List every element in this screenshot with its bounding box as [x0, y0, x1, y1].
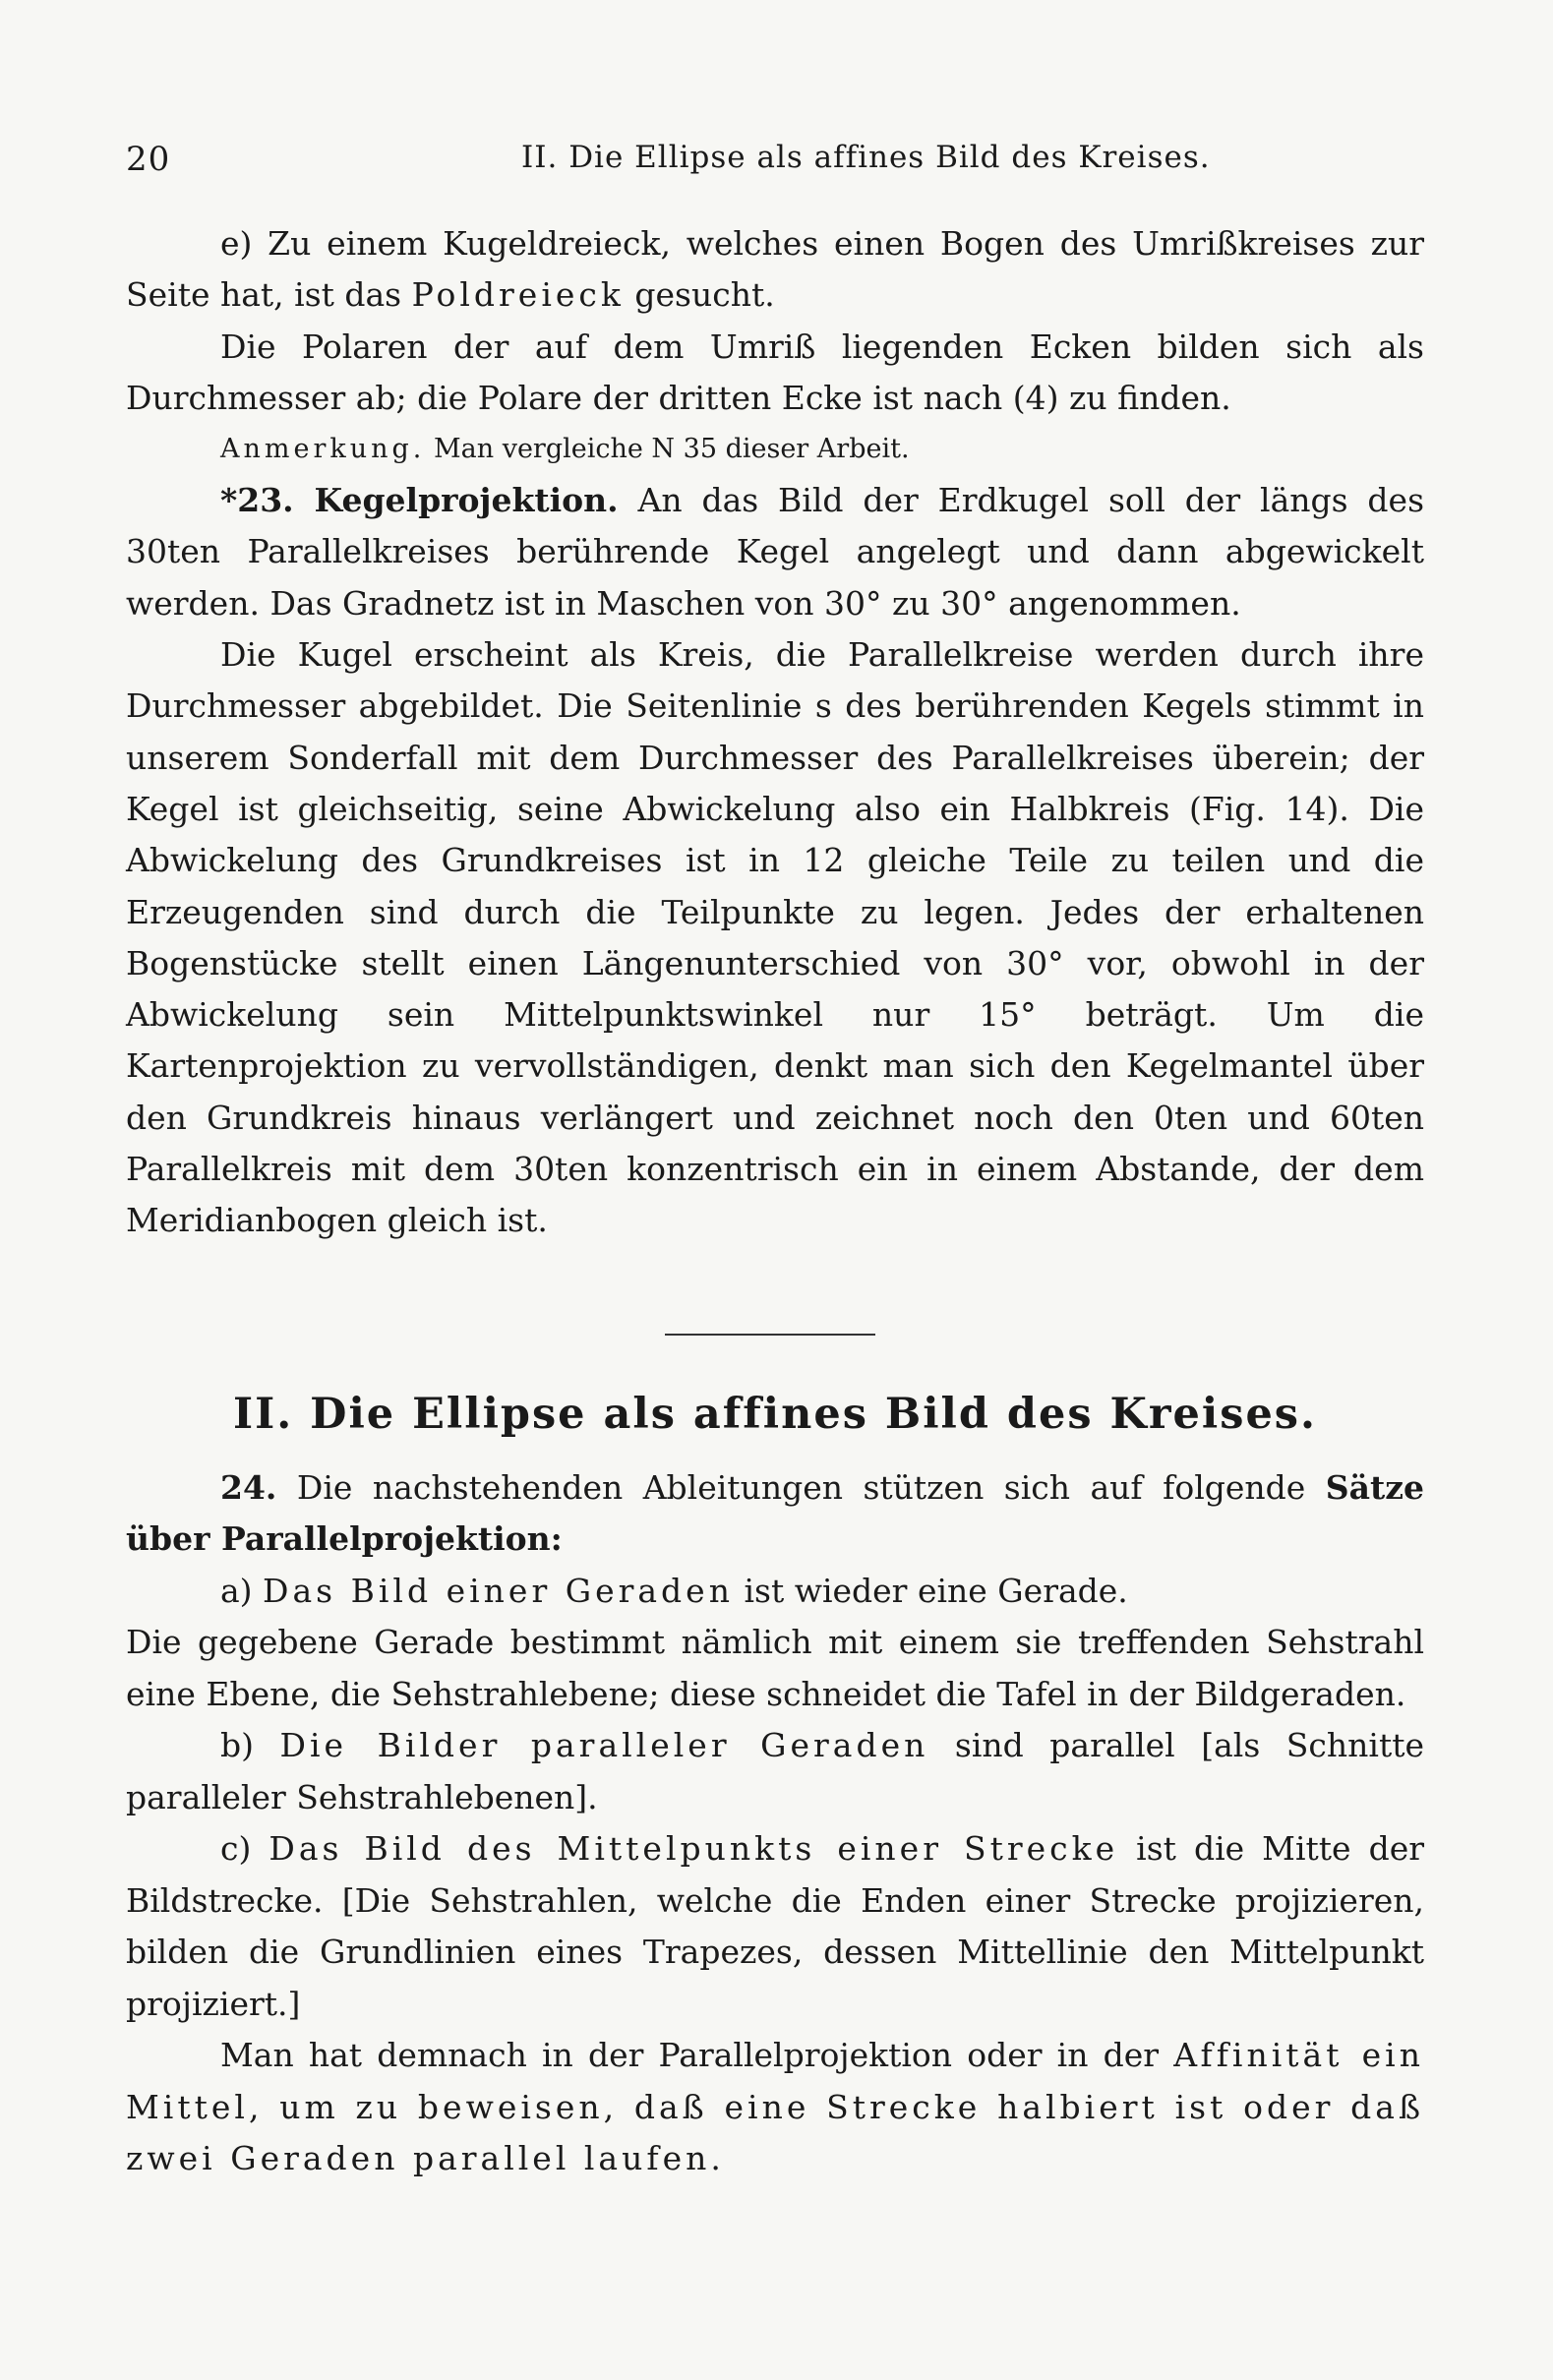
- theorem-a-explanation: Die gegebene Gerade bestimmt nämlich mit einem sie treffenden Sehstrahl eine Ebene, die Sehstrahlebene; diese schneidet die Tafel in der Bildgeraden.: [126, 1623, 1424, 1713]
- remark-text: Man vergleiche N 35 dieser Arbeit.: [425, 434, 910, 465]
- item-24-bold: Sätze über Parallelprojektion:: [126, 1467, 1424, 1558]
- theorem-a: [126, 1566, 1424, 1618]
- theorem-b-label: b): [220, 1726, 280, 1764]
- paragraph-item-23: [126, 475, 1424, 629]
- theorem-c-label: c): [220, 1829, 269, 1868]
- page-number: 20: [126, 140, 171, 179]
- paragraph-kugel: Die Kugel erscheint als Kreis, die Parallelkreise werden durch ihre Durchmesser abgebildet. Die Seitenlinie s des berührenden Kegels stimmt in unserem Sonderfall mit dem Durchmesser des Parallelkreises überein; der Kegel ist gleichseitig, seine Abwickelung also ein Halbkreis (Fig. 14). Die Abwickelung des Grundkreises ist in 12 gleiche Teile zu teilen und die Erzeugenden sind durch die Teilpunkte zu legen. Jedes der erhaltenen Bogenstücke stellt einen Längenunterschied von 30° vor, obwohl in der Abwickelung sein Mittelpunktswinkel nur 15° beträgt. Um die Kartenprojektion zu vervollständigen, denkt man sich den Kegelmantel über den Grundkreis hinaus verlängert und zeichnet noch den 0ten und 60ten Parallelkreis mit dem 30ten konzentrisch ein in einem Abstande, der dem Meridianbogen gleich ist.: [126, 635, 1424, 1240]
- section-ii: [126, 1389, 1424, 2185]
- item-e-text: e) Zu einem Kugeldreieck, welches einen Bogen des Umrißkreises zur Seite hat, ist das: [126, 224, 1424, 315]
- section-heading: II. Die Ellipse als affines Bild des Kreises.: [233, 1390, 1317, 1439]
- theorem-c: [126, 1823, 1424, 2030]
- item-23-text: An das Bild der Erdkugel soll der längs des 30ten Parallelkreises berührende Kegel angelegt und dann abgewickelt werden. Das Gradnetz ist in Maschen von 30° zu 30° angenommen.: [126, 481, 1425, 623]
- conclusion-text: Man hat demnach in der Parallelprojektion oder in der: [220, 2036, 1174, 2074]
- paragraph-item-e: [126, 218, 1424, 322]
- running-head: II. Die Ellipse als affines Bild des Kreises.: [521, 140, 1211, 175]
- remark-note: [126, 424, 1424, 475]
- paragraph-item-24: [126, 1462, 1424, 1566]
- item-24-number: 24.: [220, 1467, 277, 1507]
- item-24-text: Die nachstehenden Ableitungen stützen sich auf folgende: [276, 1467, 1326, 1507]
- term-poldreieck: Poldreieck: [411, 275, 625, 315]
- conclusion-spaced: Affinität ein Mittel, um zu beweisen, daß eine Strecke halbiert ist oder daß zwei Geraden parallel laufen.: [126, 2036, 1424, 2177]
- paragraph-conclusion: [126, 2030, 1424, 2185]
- theorem-b-statement: Die Bilder paralleler Geraden: [279, 1726, 929, 1764]
- item-e-end: gesucht.: [624, 275, 775, 315]
- theorem-c-statement: Das Bild des Mittelpunkts einer Strecke: [269, 1829, 1119, 1868]
- theorem-c-rest: ist die Mitte der Bildstrecke. [Die Sehstrahlen, welche die Enden einer Strecke projizieren, bilden die Grundlinien eines Trapezes, dessen Mittellinie den Mittelpunkt projiziert.]: [126, 1829, 1424, 2023]
- theorem-b: [126, 1720, 1424, 1823]
- section-divider: [665, 1334, 875, 1336]
- theorem-a-rest: ist wieder eine Gerade.: [733, 1571, 1128, 1610]
- theorem-a-label: a): [220, 1571, 264, 1610]
- theorem-a-statement: Das Bild einer Geraden: [263, 1571, 734, 1610]
- paragraph-polaren: Die Polaren der auf dem Umriß liegenden Ecken bilden sich als Durchmesser ab; die Polare der dritten Ecke ist nach (4) zu finden.: [126, 327, 1424, 417]
- item-23-number: *23.: [220, 481, 294, 520]
- item-23-title: Kegelprojektion.: [293, 481, 619, 520]
- theorem-b-rest: sind parallel [als Schnitte paralleler Sehstrahlebenen].: [126, 1726, 1424, 1816]
- page-header: [126, 140, 1424, 189]
- remark-label: Anmerkung.: [220, 434, 426, 465]
- body-text: [126, 218, 1424, 1247]
